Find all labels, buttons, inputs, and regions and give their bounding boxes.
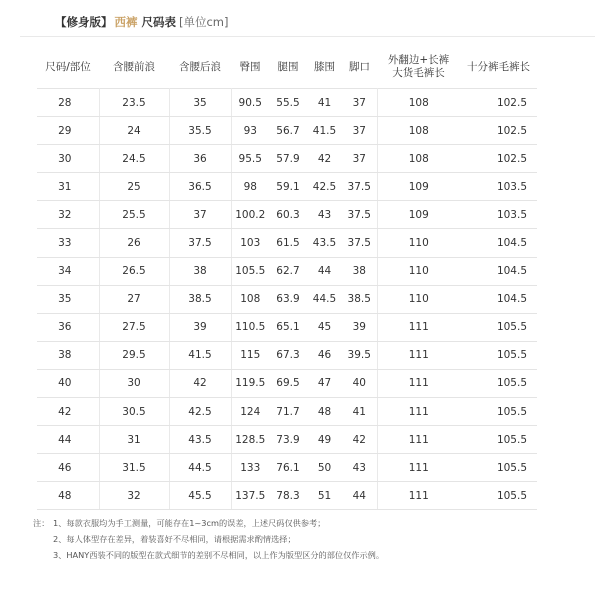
- cell-thigh: 62.7: [269, 257, 307, 285]
- cell-front-rise: 27: [99, 285, 169, 313]
- cell-length-cuffed: 111: [377, 341, 460, 369]
- table-row: [37, 426, 537, 454]
- chart-title: [55, 12, 229, 32]
- cell-size: 33: [37, 229, 99, 257]
- table-row: [37, 482, 537, 510]
- cell-hem: 37: [342, 145, 377, 173]
- fit-tag: 【修身版】: [55, 15, 113, 29]
- cell-back-rise: 42: [169, 369, 231, 397]
- table-row: [37, 398, 537, 426]
- cell-front-rise: 31: [99, 426, 169, 454]
- cell-full-length: 102.5: [460, 117, 537, 145]
- cell-front-rise: 23.5: [99, 89, 169, 117]
- cell-front-rise: 26: [99, 229, 169, 257]
- cell-hem: 40: [342, 369, 377, 397]
- header-length-cuffed-line2: 大货毛裤长: [392, 67, 445, 79]
- cell-hip: 95.5: [231, 145, 269, 173]
- cell-size: 35: [37, 285, 99, 313]
- cell-hip: 93: [231, 117, 269, 145]
- cell-length-cuffed: 109: [377, 201, 460, 229]
- cell-size: 44: [37, 426, 99, 454]
- cell-knee: 48: [307, 398, 342, 426]
- cell-knee: 42.5: [307, 173, 342, 201]
- cell-back-rise: 45.5: [169, 482, 231, 510]
- cell-length-cuffed: 108: [377, 89, 460, 117]
- cell-size: 29: [37, 117, 99, 145]
- note-item: [33, 515, 384, 531]
- cell-thigh: 76.1: [269, 454, 307, 482]
- cell-knee: 41: [307, 89, 342, 117]
- cell-thigh: 67.3: [269, 341, 307, 369]
- sheet-name: 尺码表: [141, 15, 176, 29]
- header-length-cuffed: [377, 46, 460, 89]
- cell-hip: 90.5: [231, 89, 269, 117]
- cell-length-cuffed: 111: [377, 482, 460, 510]
- cell-hem: 39.5: [342, 341, 377, 369]
- cell-knee: 49: [307, 426, 342, 454]
- table-row: [37, 89, 537, 117]
- cell-front-rise: 24.5: [99, 145, 169, 173]
- cell-hip: 137.5: [231, 482, 269, 510]
- note-text: 2、每人体型存在差异，着装喜好不尽相同，请根据需求酌情选择；: [53, 534, 296, 544]
- cell-hip: 115: [231, 341, 269, 369]
- cell-size: 32: [37, 201, 99, 229]
- unit-label: [单位cm]: [179, 15, 229, 29]
- cell-front-rise: 25.5: [99, 201, 169, 229]
- cell-full-length: 105.5: [460, 482, 537, 510]
- cell-knee: 43: [307, 201, 342, 229]
- cell-back-rise: 35.5: [169, 117, 231, 145]
- header-back-rise: 含腰后浪: [179, 60, 221, 73]
- cell-thigh: 63.9: [269, 285, 307, 313]
- cell-back-rise: 38: [169, 257, 231, 285]
- cell-knee: 46: [307, 341, 342, 369]
- table-row: [37, 341, 537, 369]
- header-length-cuffed-line1: 外翻边+长裤: [387, 54, 450, 66]
- note-text: 3、HANY西装不同的版型在款式细节的差别不尽相同，以上作为版型区分的部位仅作示例。: [53, 550, 385, 560]
- cell-hem: 37.5: [342, 201, 377, 229]
- cell-full-length: 105.5: [460, 454, 537, 482]
- table-row: [37, 369, 537, 397]
- cell-knee: 44.5: [307, 285, 342, 313]
- cell-hip: 133: [231, 454, 269, 482]
- notes-lead: 注：: [33, 518, 50, 528]
- cell-back-rise: 36: [169, 145, 231, 173]
- cell-front-rise: 32: [99, 482, 169, 510]
- table-row: [37, 454, 537, 482]
- cell-back-rise: 43.5: [169, 426, 231, 454]
- cell-full-length: 105.5: [460, 426, 537, 454]
- cell-full-length: 105.5: [460, 398, 537, 426]
- cell-thigh: 65.1: [269, 313, 307, 341]
- cell-hem: 37.5: [342, 173, 377, 201]
- header-front-rise: 含腰前浪: [113, 60, 155, 73]
- cell-knee: 42: [307, 145, 342, 173]
- header-knee: 膝围: [314, 60, 335, 73]
- cell-hem: 42: [342, 426, 377, 454]
- cell-thigh: 55.5: [269, 89, 307, 117]
- cell-full-length: 104.5: [460, 229, 537, 257]
- cell-length-cuffed: 111: [377, 398, 460, 426]
- table-row: [37, 285, 537, 313]
- cell-thigh: 69.5: [269, 369, 307, 397]
- table-row: [37, 257, 537, 285]
- cell-thigh: 73.9: [269, 426, 307, 454]
- cell-size: 31: [37, 173, 99, 201]
- table-row: [37, 145, 537, 173]
- cell-thigh: 78.3: [269, 482, 307, 510]
- cell-full-length: 103.5: [460, 201, 537, 229]
- table-row: [37, 173, 537, 201]
- cell-size: 38: [37, 341, 99, 369]
- cell-knee: 50: [307, 454, 342, 482]
- cell-back-rise: 39: [169, 313, 231, 341]
- cell-back-rise: 44.5: [169, 454, 231, 482]
- cell-length-cuffed: 109: [377, 173, 460, 201]
- size-table: [37, 46, 537, 510]
- cell-back-rise: 36.5: [169, 173, 231, 201]
- cell-front-rise: 29.5: [99, 341, 169, 369]
- cell-hem: 41: [342, 398, 377, 426]
- cell-size: 36: [37, 313, 99, 341]
- cell-length-cuffed: 111: [377, 313, 460, 341]
- cell-back-rise: 42.5: [169, 398, 231, 426]
- cell-length-cuffed: 110: [377, 285, 460, 313]
- cell-thigh: 59.1: [269, 173, 307, 201]
- cell-knee: 41.5: [307, 117, 342, 145]
- cell-hip: 108: [231, 285, 269, 313]
- cell-thigh: 71.7: [269, 398, 307, 426]
- cell-hem: 43: [342, 454, 377, 482]
- cell-hip: 124: [231, 398, 269, 426]
- cell-size: 30: [37, 145, 99, 173]
- note-item: [33, 547, 384, 563]
- cell-size: 48: [37, 482, 99, 510]
- cell-hip: 128.5: [231, 426, 269, 454]
- cell-size: 34: [37, 257, 99, 285]
- cell-length-cuffed: 111: [377, 369, 460, 397]
- cell-hip: 103: [231, 229, 269, 257]
- table-row: [37, 313, 537, 341]
- cell-hem: 39: [342, 313, 377, 341]
- cell-hem: 38: [342, 257, 377, 285]
- cell-front-rise: 31.5: [99, 454, 169, 482]
- cell-thigh: 60.3: [269, 201, 307, 229]
- cell-length-cuffed: 111: [377, 426, 460, 454]
- cell-full-length: 102.5: [460, 89, 537, 117]
- cell-knee: 43.5: [307, 229, 342, 257]
- cell-hem: 44: [342, 482, 377, 510]
- header-size: 尺码/部位: [45, 60, 91, 73]
- cell-full-length: 103.5: [460, 173, 537, 201]
- note-item: [33, 531, 384, 547]
- header-hip: 臀围: [239, 60, 261, 73]
- cell-knee: 47: [307, 369, 342, 397]
- cell-size: 46: [37, 454, 99, 482]
- cell-front-rise: 27.5: [99, 313, 169, 341]
- header-full-length: 十分裤毛裤长: [467, 60, 530, 73]
- cell-knee: 45: [307, 313, 342, 341]
- cell-full-length: 105.5: [460, 369, 537, 397]
- cell-full-length: 105.5: [460, 313, 537, 341]
- cell-full-length: 104.5: [460, 257, 537, 285]
- cell-thigh: 61.5: [269, 229, 307, 257]
- cell-front-rise: 30.5: [99, 398, 169, 426]
- cell-hip: 105.5: [231, 257, 269, 285]
- cell-knee: 44: [307, 257, 342, 285]
- cell-full-length: 105.5: [460, 341, 537, 369]
- cell-full-length: 102.5: [460, 145, 537, 173]
- cell-back-rise: 37: [169, 201, 231, 229]
- cell-hip: 110.5: [231, 313, 269, 341]
- table-header-row: [37, 46, 537, 89]
- product-name: 西裤: [114, 15, 138, 29]
- cell-back-rise: 37.5: [169, 229, 231, 257]
- cell-full-length: 104.5: [460, 285, 537, 313]
- cell-size: 42: [37, 398, 99, 426]
- cell-back-rise: 38.5: [169, 285, 231, 313]
- cell-back-rise: 35: [169, 89, 231, 117]
- cell-length-cuffed: 110: [377, 257, 460, 285]
- cell-size: 28: [37, 89, 99, 117]
- title-divider: [20, 36, 595, 37]
- cell-hem: 38.5: [342, 285, 377, 313]
- cell-thigh: 56.7: [269, 117, 307, 145]
- cell-front-rise: 24: [99, 117, 169, 145]
- header-thigh: 腿围: [277, 60, 299, 73]
- cell-back-rise: 41.5: [169, 341, 231, 369]
- cell-hem: 37.5: [342, 229, 377, 257]
- cell-thigh: 57.9: [269, 145, 307, 173]
- table-row: [37, 229, 537, 257]
- cell-length-cuffed: 111: [377, 454, 460, 482]
- header-hem: 脚口: [349, 60, 370, 73]
- table-body: [37, 89, 537, 510]
- cell-hem: 37: [342, 89, 377, 117]
- note-text: 1、每款衣服均为手工测量，可能存在1~3cm的误差，上述尺码仅供参考；: [53, 518, 326, 528]
- cell-hem: 37: [342, 117, 377, 145]
- cell-length-cuffed: 110: [377, 229, 460, 257]
- table-row: [37, 117, 537, 145]
- cell-length-cuffed: 108: [377, 145, 460, 173]
- cell-size: 40: [37, 369, 99, 397]
- cell-front-rise: 25: [99, 173, 169, 201]
- cell-front-rise: 30: [99, 369, 169, 397]
- cell-length-cuffed: 108: [377, 117, 460, 145]
- cell-front-rise: 26.5: [99, 257, 169, 285]
- cell-hip: 119.5: [231, 369, 269, 397]
- cell-hip: 100.2: [231, 201, 269, 229]
- cell-hip: 98: [231, 173, 269, 201]
- table-row: [37, 201, 537, 229]
- notes: [33, 515, 384, 563]
- cell-knee: 51: [307, 482, 342, 510]
